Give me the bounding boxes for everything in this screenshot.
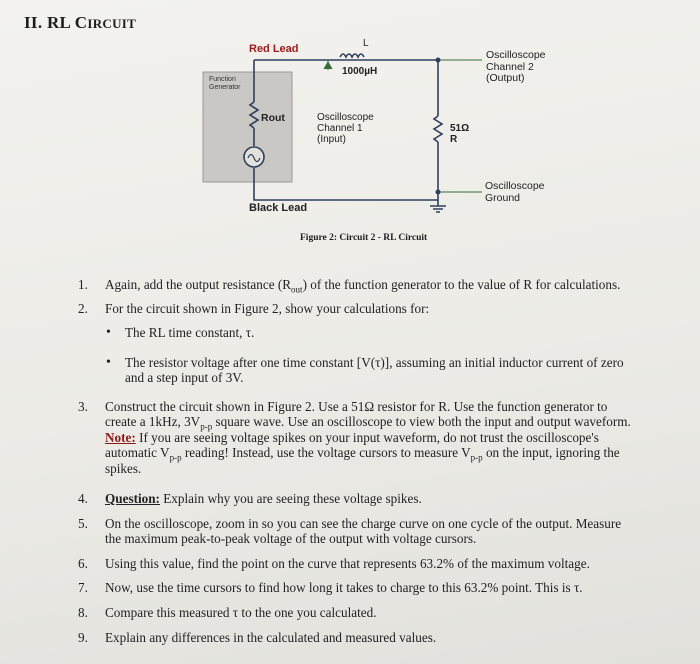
ground-label: Oscilloscope Ground [485,180,545,204]
channel2-label: Oscilloscope Channel 2 (Output) [486,49,546,84]
inductor-coil [340,54,364,57]
r-resistor [434,116,442,142]
note-label: Note: [105,429,136,445]
ground-symbol [430,206,446,212]
figure-caption: Figure 2: Circuit 2 - RL Circuit [300,233,428,243]
resistor-label: 51Ω R [450,123,470,145]
section-heading: II. RL CIRCUIT [24,13,137,32]
red-lead-label: Red Lead [249,43,299,55]
question-label: Question: [105,491,160,506]
black-lead-label: Black Lead [249,202,308,214]
inductor-value: 1000µH [342,66,378,77]
function-generator-label: Function Generator [209,76,241,91]
inductor-label: L [363,38,369,49]
channel1-label: Oscilloscope Channel 1 (Input) [317,112,374,145]
rout-label: Rout [261,112,285,124]
